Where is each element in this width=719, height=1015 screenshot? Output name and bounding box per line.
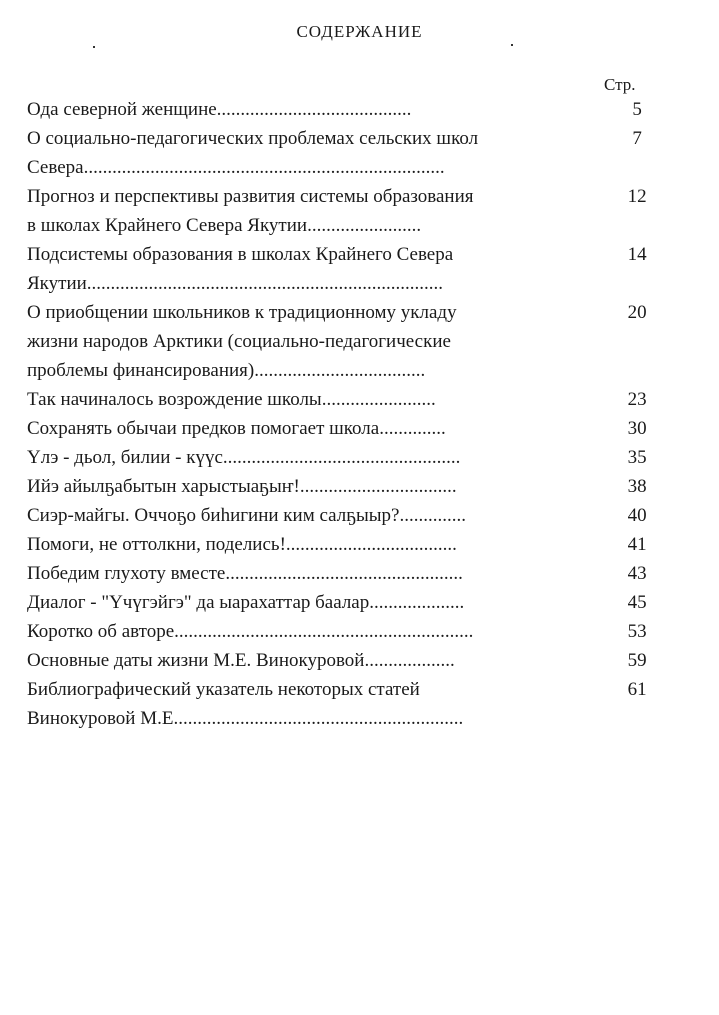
toc-entry-page: 45	[627, 592, 647, 613]
toc-entry-title: О социально-педагогических проблемах сельских школ Севера............................................................................	[27, 128, 479, 178]
toc-entry-page: 38	[627, 476, 647, 497]
toc-entry-title: Ода северной женщине.........................................	[27, 99, 412, 120]
toc-entry-page: 7	[632, 128, 642, 149]
toc-entry-title: О приобщении школьников к традиционному укладу жизни народов Арктики (социально-педагогические проблемы финансирования)....................................	[27, 302, 457, 381]
toc-entry-page: 30	[627, 418, 647, 439]
toc-entry-title: Сохранять обычаи предков помогает школа..............	[27, 418, 446, 439]
toc-entry	[27, 385, 677, 414]
scan-speck	[93, 46, 95, 48]
toc-entry-page: 35	[627, 447, 647, 468]
toc-entry-page: 20	[627, 302, 647, 323]
toc-entry-page: 43	[627, 563, 647, 584]
scan-speck	[511, 44, 513, 46]
toc-entry-title: Ийэ айылҕабытын харыстыаҕыҥ!.................................	[27, 476, 457, 497]
toc-entry-title: Коротко об авторе...............................................................	[27, 621, 474, 642]
page-title: СОДЕРЖАНИЕ	[296, 22, 423, 41]
toc-entry	[27, 472, 677, 501]
toc-entry-page: 59	[627, 650, 647, 671]
toc-entry-title: Так начиналось возрождение школы........................	[27, 389, 436, 410]
toc-entry-title: Сиэр-майгы. Оччоҕо биһигини ким салҕыыр?..............	[27, 505, 466, 526]
toc-entry	[27, 240, 677, 298]
toc-entry	[27, 95, 677, 124]
toc-entry	[27, 559, 677, 588]
toc-entry	[27, 588, 677, 617]
toc-entry-title: Диалог - "Үчүгэйгэ" да ыарахаттар баалар....................	[27, 592, 465, 613]
toc-entry	[27, 501, 677, 530]
toc-entry-title: Үлэ - дьол, билии - күүс..................................................	[27, 447, 461, 468]
toc-entry	[27, 298, 677, 385]
toc-entry-page: 23	[627, 389, 647, 410]
toc-entry-title: Победим глухоту вместе..................................................	[27, 563, 463, 584]
toc-entry-page: 12	[627, 186, 647, 207]
toc-entry-page: 41	[627, 534, 647, 555]
toc-entry-title: Основные даты жизни М.Е. Винокуровой...................	[27, 650, 455, 671]
toc-entry-title: Подсистемы образования в школах Крайнего Севера Якутии...........................................................................	[27, 244, 454, 294]
toc-entry	[27, 646, 677, 675]
toc-entry	[27, 443, 677, 472]
toc-entry-title: Прогноз и перспективы развития системы образования в школах Крайнего Севера Якутии........................	[27, 186, 474, 236]
table-of-contents	[27, 95, 677, 733]
toc-entry	[27, 530, 677, 559]
toc-entry-title: Помоги, не оттолкни, поделись!....................................	[27, 534, 457, 555]
toc-entry-title: Библиографический указатель некоторых статей Винокуровой М.Е.............................................................	[27, 679, 464, 729]
toc-entry-page: 14	[627, 244, 647, 265]
toc-entry	[27, 675, 677, 733]
toc-entry-page: 40	[627, 505, 647, 526]
toc-entry	[27, 617, 677, 646]
toc-entry	[27, 124, 677, 182]
toc-entry	[27, 414, 677, 443]
toc-entry-page: 53	[627, 621, 647, 642]
toc-entry-page: 61	[627, 679, 647, 700]
toc-entry-page: 5	[632, 99, 642, 120]
page-column-label: Стр.	[604, 75, 636, 94]
toc-entry	[27, 182, 677, 240]
